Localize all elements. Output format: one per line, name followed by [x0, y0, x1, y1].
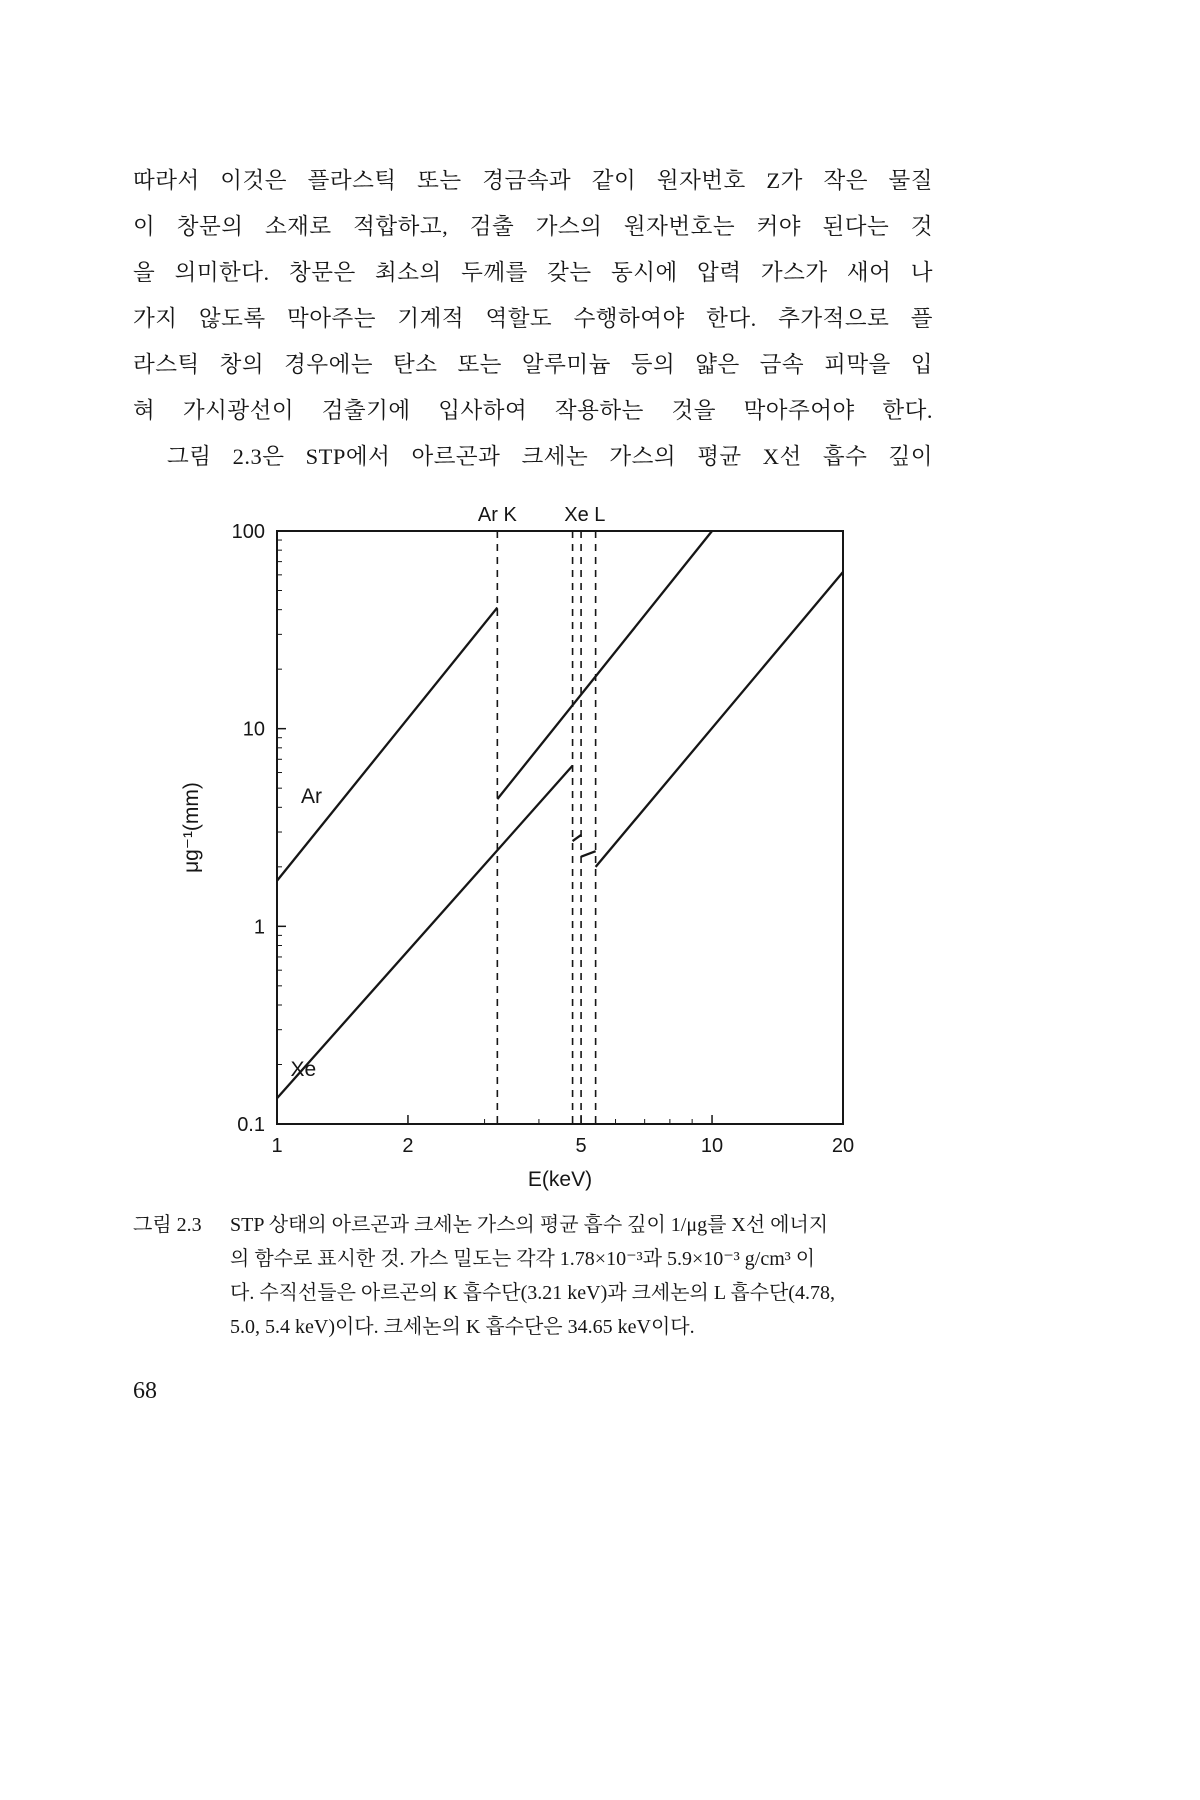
body-paragraph — [133, 158, 933, 480]
y-tick-label: 10 — [242, 718, 265, 741]
absorption-depth-chart — [170, 493, 910, 1203]
body-line: 그림 2.3은 STP에서 아르곤과 크세논 가스의 평균 X선 흡수 깊이 — [167, 444, 933, 469]
figure-caption — [133, 1208, 963, 1344]
caption-line: STP 상태의 아르곤과 크세논 가스의 평균 흡수 깊이 1/μg를 X선 에너지 — [230, 1214, 829, 1236]
figure-2-3 — [170, 493, 910, 1208]
edge-label: Xe L — [564, 504, 606, 526]
body-line: 을 의미한다. 창문은 최소의 두께를 갖는 동시에 압력 가스가 새어 나 — [133, 260, 933, 285]
caption-line: 의 함수로 표시한 것. 가스 밀도는 각각 1.78×10⁻³과 5.9×10⁻³ g/cm³ 이 — [230, 1248, 816, 1270]
y-tick-label: 100 — [231, 521, 265, 543]
figure-caption-label: 그림 2.3 — [133, 1214, 202, 1236]
y-tick-label: 1 — [253, 916, 265, 939]
y-tick-label: 0.1 — [237, 1114, 265, 1136]
body-line: 라스틱 창의 경우에는 탄소 또는 알루미늄 등의 얇은 금속 피막을 입 — [133, 352, 933, 377]
edge-label: Ar K — [477, 504, 517, 526]
curve-xe — [581, 851, 596, 857]
curve-label-ar: Ar — [300, 785, 322, 809]
y-axis-title: μg⁻¹(mm) — [180, 782, 203, 873]
x-tick-label: 5 — [575, 1135, 587, 1157]
curve-label-xe: Xe — [290, 1057, 317, 1081]
x-tick-label: 1 — [271, 1135, 283, 1157]
x-axis-title: E(keV) — [527, 1168, 593, 1191]
curve-xe — [277, 766, 573, 1099]
body-line: 혀 가시광선이 검출기에 입사하여 작용하는 것을 막아주어야 한다. — [133, 398, 933, 423]
caption-line: 다. 수직선들은 아르곤의 K 흡수단(3.21 keV)과 크세논의 L 흡수단(4.78, — [230, 1282, 835, 1304]
x-tick-label: 2 — [402, 1135, 414, 1157]
caption-line: 5.0, 5.4 keV)이다. 크세논의 K 흡수단은 34.65 keV이다. — [230, 1316, 695, 1338]
curve-xe — [596, 572, 843, 867]
plot-box — [277, 531, 843, 1124]
curve-ar — [277, 608, 497, 881]
figure-caption-text — [230, 1208, 963, 1344]
x-tick-label: 10 — [700, 1135, 724, 1157]
curve-xe — [573, 835, 582, 841]
curve-ar — [497, 531, 712, 799]
body-line: 이 창문의 소재로 적합하고, 검출 가스의 원자번호는 커야 된다는 것 — [133, 214, 933, 239]
body-line: 따라서 이것은 플라스틱 또는 경금속과 같이 원자번호 Z가 작은 물질 — [133, 168, 933, 193]
body-line: 가지 않도록 막아주는 기계적 역할도 수행하여야 한다. 추가적으로 플 — [133, 306, 933, 331]
x-tick-label: 20 — [831, 1135, 855, 1157]
page-number: 68 — [133, 1378, 157, 1404]
